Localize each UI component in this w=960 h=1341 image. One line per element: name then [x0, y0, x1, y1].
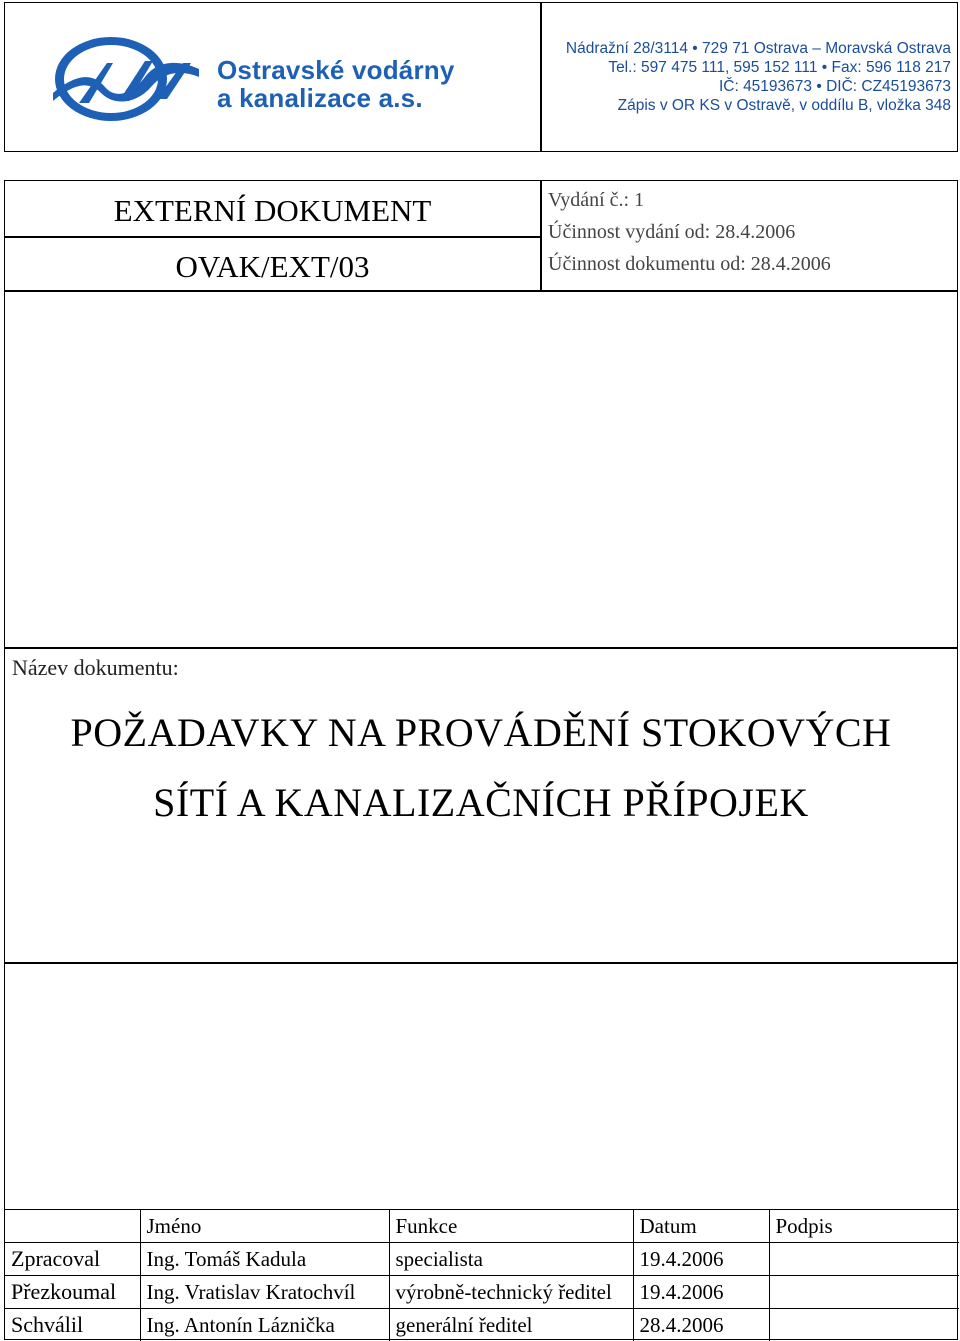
title-section-bottom-divider — [5, 962, 957, 964]
signature-header-row — [5, 1210, 959, 1243]
logo-text-line2: a kanalizace a.s. — [217, 83, 423, 113]
document-info-box — [4, 180, 958, 292]
signature-cell — [769, 1243, 959, 1276]
document-effective-date: Účinnost dokumentu od: 28.4.2006 — [548, 253, 831, 275]
signature-table — [5, 1209, 959, 1341]
role-cell: Přezkoumal — [5, 1276, 140, 1309]
header-cell-date: Datum — [633, 1210, 769, 1243]
issue-effective-date: Účinnost vydání od: 28.4.2006 — [548, 221, 796, 243]
address-line: Tel.: 597 475 111, 595 152 111 • Fax: 596 118 217 — [608, 59, 951, 76]
issue-number: Vydání č.: 1 — [548, 189, 645, 211]
signature-cell — [769, 1309, 959, 1341]
company-address — [566, 39, 951, 115]
date-cell: 19.4.2006 — [633, 1276, 769, 1309]
document-header — [4, 2, 958, 152]
signature-cell — [769, 1276, 959, 1309]
document-title-line2: SÍTÍ A KANALIZAČNÍCH PŘÍPOJEK — [153, 780, 809, 825]
address-line: IČ: 45193673 • DIČ: CZ45193673 — [718, 78, 951, 95]
function-cell: výrobně-technický ředitel — [389, 1276, 633, 1309]
function-cell: generální ředitel — [389, 1309, 633, 1341]
water-wave-logo-icon — [49, 33, 214, 125]
table-row — [5, 1276, 959, 1309]
address-line: Zápis v OR KS v Ostravě, v oddílu B, vložka 348 — [617, 97, 951, 114]
document-code: OVAK/EXT/03 — [175, 249, 370, 284]
document-title-line1: POŽADAVKY NA PROVÁDĚNÍ STOKOVÝCH — [70, 710, 892, 755]
header-divider — [540, 3, 542, 151]
function-cell: specialista — [389, 1243, 633, 1276]
info-horizontal-divider — [5, 236, 541, 238]
document-main-box — [4, 290, 958, 1340]
header-cell-empty — [5, 1210, 140, 1243]
header-cell-name: Jméno — [140, 1210, 389, 1243]
table-row — [5, 1243, 959, 1276]
date-cell: 19.4.2006 — [633, 1243, 769, 1276]
header-cell-function: Funkce — [389, 1210, 633, 1243]
role-cell: Schválil — [5, 1309, 140, 1341]
title-section-top-divider — [5, 647, 957, 649]
name-cell: Ing. Vratislav Kratochvíl — [140, 1276, 389, 1309]
role-cell: Zpracoval — [5, 1243, 140, 1276]
name-cell: Ing. Antonín Láznička — [140, 1309, 389, 1341]
logo-text-line1: Ostravské vodárny — [217, 55, 455, 85]
name-cell: Ing. Tomáš Kadula — [140, 1243, 389, 1276]
date-cell: 28.4.2006 — [633, 1309, 769, 1341]
document-name-label: Název dokumentu: — [12, 655, 179, 680]
header-cell-signature: Podpis — [769, 1210, 959, 1243]
address-line: Nádražní 28/3114 • 729 71 Ostrava – Moravská Ostrava — [565, 40, 951, 57]
company-logo — [49, 33, 479, 133]
document-type: EXTERNÍ DOKUMENT — [113, 193, 432, 228]
table-row — [5, 1309, 959, 1341]
